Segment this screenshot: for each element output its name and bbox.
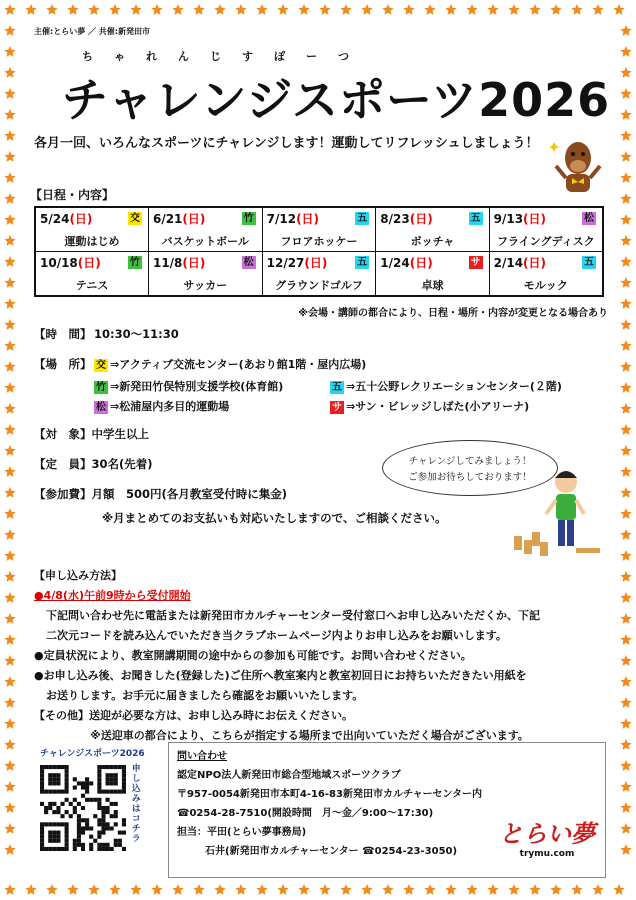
schedule-date: 11/8 xyxy=(152,256,183,270)
star-icon xyxy=(4,403,15,414)
contact-org: 認定NPO法人新発田市総合型地域スポーツクラブ xyxy=(177,770,401,781)
star-icon xyxy=(4,781,15,792)
star-icon xyxy=(4,382,15,393)
star-icon xyxy=(613,4,624,15)
venue-item xyxy=(94,356,366,372)
star-icon xyxy=(382,4,393,15)
contact-heading: 問い合わせ xyxy=(177,751,227,762)
schedule-date-wrap xyxy=(40,210,92,227)
star-icon xyxy=(529,884,540,895)
schedule-sport: テニス xyxy=(75,279,109,292)
star-icon xyxy=(277,884,288,895)
other-text: ※送迎車の都合により、こちらが指定する場所まで出向いていただく場合がございます。 xyxy=(90,729,529,742)
schedule-cell xyxy=(376,207,489,252)
apply-text: 二次元コードを読み込んでいただき当クラブホームページ内よりお申し込みをお願いします。 xyxy=(46,629,507,642)
capacity-value: 30名(先着) xyxy=(91,457,153,471)
star-icon xyxy=(4,214,15,225)
star-icon xyxy=(130,884,141,895)
star-icon xyxy=(109,884,120,895)
star-icon xyxy=(193,4,204,15)
star-icon xyxy=(466,4,477,15)
star-icon xyxy=(4,697,15,708)
star-icon xyxy=(235,4,246,15)
star-icon xyxy=(340,884,351,895)
venue-text: ⇒新発田竹俣特別支援学校(体育館) xyxy=(110,380,284,393)
star-icon xyxy=(4,718,15,729)
star-icon xyxy=(620,67,631,78)
star-icon xyxy=(4,529,15,540)
star-icon xyxy=(25,884,36,895)
star-icon xyxy=(4,655,15,666)
venue-text: ⇒アクティブ交流センター(あおり館1階・屋内広場) xyxy=(110,358,367,371)
venue-tag: 五 xyxy=(332,382,342,393)
schedule-sport: サッカー xyxy=(183,279,228,292)
schedule-day: (日) xyxy=(182,256,206,270)
star-icon xyxy=(620,25,631,36)
star-icon xyxy=(214,884,225,895)
apply-text: ●定員状況により、教室開講期間の途中からの参加も可能です。お問い合わせください。 xyxy=(34,649,472,662)
star-icon xyxy=(151,884,162,895)
star-icon xyxy=(4,340,15,351)
star-icon xyxy=(4,67,15,78)
star-icon xyxy=(445,884,456,895)
star-icon xyxy=(340,4,351,15)
fee-label: 【参加費】 xyxy=(34,487,92,501)
page-title: チャレンジスポーツ2026 xyxy=(62,73,611,127)
star-icon xyxy=(193,884,204,895)
star-icon xyxy=(620,88,631,99)
star-icon xyxy=(4,844,15,855)
logo-url[interactable]: trymu.com xyxy=(519,849,575,859)
schedule-sport: フロアホッケー xyxy=(280,235,358,248)
star-icon xyxy=(361,884,372,895)
qr-section xyxy=(40,746,152,876)
schedule-sport: 卓球 xyxy=(421,279,444,292)
contact-staff: 担当：平田(とらい夢事務局) xyxy=(177,827,307,838)
star-icon xyxy=(4,466,15,477)
star-icon xyxy=(4,109,15,120)
schedule-cell xyxy=(489,207,603,252)
venue-text: ⇒松浦屋内多目的運動場 xyxy=(110,400,230,413)
star-icon xyxy=(4,298,15,309)
star-icon xyxy=(592,4,603,15)
schedule-venue-tag: サ xyxy=(470,257,481,268)
star-icon xyxy=(67,4,78,15)
apply-label: 【申し込み方法】 xyxy=(34,569,122,582)
schedule-day: (日) xyxy=(409,212,433,226)
schedule-cell xyxy=(35,207,148,252)
flyer xyxy=(22,22,614,878)
star-icon xyxy=(620,382,631,393)
star-icon xyxy=(382,884,393,895)
star-icon xyxy=(424,4,435,15)
star-icon xyxy=(424,884,435,895)
star-icon xyxy=(361,4,372,15)
logo-text: とらい夢 xyxy=(499,820,595,848)
star-icon xyxy=(487,884,498,895)
schedule-sport: バスケットボール xyxy=(161,235,249,248)
star-icon xyxy=(571,4,582,15)
star-icon xyxy=(550,4,561,15)
horse-mascot-icon xyxy=(550,132,606,202)
bubble-line: チャレンジしてみましょう！ xyxy=(408,456,532,467)
star-icon xyxy=(4,592,15,603)
star-icon xyxy=(4,88,15,99)
star-icon xyxy=(4,445,15,456)
star-icon xyxy=(256,4,267,15)
schedule-date: 2/14 xyxy=(493,256,524,270)
star-icon xyxy=(620,844,631,855)
star-icon xyxy=(620,361,631,372)
star-icon xyxy=(620,193,631,204)
schedule-date: 10/18 xyxy=(40,256,78,270)
schedule-venue-tag: 竹 xyxy=(243,213,254,224)
apply-start-date: ●4/8(水)午前9時から受付開始 xyxy=(34,589,191,602)
schedule-venue-tag: 松 xyxy=(584,213,594,224)
schedule-date-wrap xyxy=(40,254,101,271)
star-icon xyxy=(620,760,631,771)
qr-code[interactable] xyxy=(40,765,126,851)
schedule-cell xyxy=(35,252,148,297)
qr-title: チャレンジスポーツ2026 xyxy=(40,749,145,759)
venue-text: ⇒五十公野レクリエーションセンター(２階) xyxy=(346,380,562,393)
target-row xyxy=(34,426,149,442)
schedule-date-wrap xyxy=(267,254,328,271)
star-icon xyxy=(529,4,540,15)
venue-item xyxy=(94,398,229,414)
star-icon xyxy=(4,256,15,267)
capacity-row xyxy=(34,456,153,472)
star-icon xyxy=(620,403,631,414)
schedule-day: (日) xyxy=(69,212,93,226)
star-icon xyxy=(403,884,414,895)
star-icon xyxy=(4,739,15,750)
schedule-date: 12/27 xyxy=(266,256,305,270)
schedule-venue-tag: 竹 xyxy=(129,257,140,268)
star-icon xyxy=(620,655,631,666)
star-icon xyxy=(4,25,15,36)
contact-tel[interactable]: ☎0254-28-7510(開設時間 月～金／9:00～17:30) xyxy=(177,808,434,819)
star-icon xyxy=(613,884,624,895)
venue-tag: サ xyxy=(332,402,342,413)
star-icon xyxy=(4,361,15,372)
schedule-date-wrap xyxy=(494,254,546,271)
schedule-cell xyxy=(148,252,262,297)
star-icon xyxy=(4,613,15,624)
star-icon xyxy=(88,884,99,895)
star-icon xyxy=(172,884,183,895)
star-icon xyxy=(445,4,456,15)
star-icon xyxy=(620,235,631,246)
intro-text: 各月一回、いろんなスポーツにチャレンジします！運動してリフレッシュしましょう！ xyxy=(34,136,539,151)
schedule-day: (日) xyxy=(409,256,433,270)
star-icon xyxy=(4,46,15,57)
schedule-day: (日) xyxy=(182,212,206,226)
schedule-venue-tag: 五 xyxy=(357,257,368,268)
star-icon xyxy=(298,4,309,15)
star-icon xyxy=(4,802,15,813)
venue-item xyxy=(330,398,529,414)
star-icon xyxy=(620,781,631,792)
schedule-date: 5/24 xyxy=(40,212,70,226)
schedule-venue-tag: 五 xyxy=(584,257,594,268)
time-value: 10:30～11:30 xyxy=(94,327,179,341)
star-icon xyxy=(620,214,631,225)
star-icon xyxy=(620,46,631,57)
star-icon xyxy=(67,884,78,895)
logo xyxy=(492,814,602,874)
other-label: 【その他】 xyxy=(34,709,89,722)
star-icon xyxy=(508,884,519,895)
star-icon xyxy=(620,592,631,603)
star-icon xyxy=(620,508,631,519)
target-value: 中学生以上 xyxy=(91,427,149,441)
schedule-day: (日) xyxy=(523,256,547,270)
star-icon xyxy=(4,571,15,582)
star-icon xyxy=(592,884,603,895)
schedule-sport: フライングディスク xyxy=(497,235,595,248)
star-icon xyxy=(25,4,36,15)
venue-text: ⇒サン・ビレッジしばた(小アリーナ) xyxy=(346,400,530,413)
schedule-date-wrap xyxy=(267,210,319,227)
schedule-date: 6/21 xyxy=(152,212,183,226)
schedule-day: (日) xyxy=(304,256,328,270)
star-icon xyxy=(620,823,631,834)
star-icon xyxy=(620,256,631,267)
star-icon xyxy=(4,823,15,834)
star-icon xyxy=(4,151,15,162)
star-icon xyxy=(214,4,225,15)
venue-tag: 交 xyxy=(96,360,106,371)
star-icon xyxy=(620,298,631,309)
contact-staff: 石井(新発田市カルチャーセンター ☎0254-23-3050) xyxy=(205,846,458,857)
schedule-note: ※会場・講師の都合により、日程・場所・内容が変更となる場合あり xyxy=(298,308,608,319)
venue-item xyxy=(330,378,562,394)
capacity-label: 【定 員】 xyxy=(34,457,92,471)
star-icon xyxy=(151,4,162,15)
apply-text: ●お申し込み後、お聞きした(登録した)ご住所へ教室案内と教室初回日にお持ちいただきたい用紙を xyxy=(34,669,527,682)
star-icon xyxy=(508,4,519,15)
schedule-row xyxy=(35,207,603,252)
star-icon xyxy=(4,319,15,330)
schedule-venue-tag: 交 xyxy=(129,213,140,224)
schedule-cell xyxy=(148,207,262,252)
schedule-sport: モルック xyxy=(523,279,568,292)
title-ruby: ちゃれんじすぽーつ xyxy=(82,50,370,63)
star-icon xyxy=(4,760,15,771)
star-icon xyxy=(620,151,631,162)
star-icon xyxy=(4,172,15,183)
star-icon xyxy=(550,884,561,895)
star-icon xyxy=(620,739,631,750)
star-icon xyxy=(88,4,99,15)
place-label: 【場 所】 xyxy=(34,357,92,371)
star-icon xyxy=(4,634,15,645)
star-icon xyxy=(4,424,15,435)
schedule-venue-tag: 五 xyxy=(357,213,368,224)
apply-text: お送りします。お手元に届きましたら確認をお願いいたします。 xyxy=(46,689,364,702)
schedule-day: (日) xyxy=(77,256,101,270)
star-icon xyxy=(620,466,631,477)
place-row xyxy=(34,356,94,372)
star-icon xyxy=(46,4,57,15)
star-icon xyxy=(620,718,631,729)
schedule-date: 1/24 xyxy=(380,256,410,270)
star-icon xyxy=(4,884,15,895)
star-icon xyxy=(620,319,631,330)
target-label: 【対 象】 xyxy=(34,427,92,441)
star-icon xyxy=(620,424,631,435)
schedule-cell xyxy=(489,252,603,297)
star-icon xyxy=(109,4,120,15)
schedule-date-wrap xyxy=(494,210,546,227)
star-icon xyxy=(620,340,631,351)
fee-value: 月額 500円(各月教室受付時に集金) xyxy=(91,487,288,501)
schedule-sport: ボッチャ xyxy=(410,235,455,248)
time-label: 【時 間】 xyxy=(34,327,92,341)
star-icon xyxy=(172,4,183,15)
organizer-line: 主催:とらい夢 ／ 共催:新発田市 xyxy=(34,27,150,36)
schedule-cell xyxy=(376,252,489,297)
schedule-date: 7/12 xyxy=(266,212,297,226)
star-icon xyxy=(46,884,57,895)
time-row xyxy=(34,326,179,342)
star-icon xyxy=(620,613,631,624)
star-icon xyxy=(620,130,631,141)
fee-note: ※月まとめてのお支払いも対応いたしますので、ご相談ください。 xyxy=(102,511,447,525)
star-icon xyxy=(620,676,631,687)
schedule-row xyxy=(35,252,603,297)
star-icon xyxy=(620,172,631,183)
star-icon xyxy=(235,884,246,895)
star-icon xyxy=(620,277,631,288)
star-icon xyxy=(298,884,309,895)
schedule-day: (日) xyxy=(296,212,320,226)
star-icon xyxy=(403,4,414,15)
schedule-date: 9/13 xyxy=(493,212,524,226)
star-icon xyxy=(620,109,631,120)
star-icon xyxy=(4,193,15,204)
schedule-sport: 運動はじめ xyxy=(64,235,120,248)
bubble-line: ご参加お待ちしております！ xyxy=(408,472,532,483)
star-icon xyxy=(620,487,631,498)
star-icon xyxy=(4,4,15,15)
star-icon xyxy=(4,550,15,561)
schedule-venue-tag: 松 xyxy=(243,257,254,268)
star-icon xyxy=(256,884,267,895)
schedule-date-wrap xyxy=(153,210,205,227)
star-icon xyxy=(319,884,330,895)
venue-item xyxy=(94,378,283,394)
star-icon xyxy=(4,676,15,687)
star-icon xyxy=(620,571,631,582)
star-icon xyxy=(487,4,498,15)
star-icon xyxy=(4,130,15,141)
other-text: 送迎が必要な方は、お申し込み時にお伝えください。 xyxy=(89,709,353,722)
star-icon xyxy=(277,4,288,15)
star-icon xyxy=(4,487,15,498)
schedule-date-wrap xyxy=(380,254,432,271)
star-icon xyxy=(620,634,631,645)
apply-text: 下記問い合わせ先に電話または新発田市カルチャーセンター受付窓口へお申し込みいただくか、下記 xyxy=(46,609,541,622)
schedule-date-wrap xyxy=(153,254,205,271)
star-icon xyxy=(620,550,631,561)
boy-illustration-icon xyxy=(506,462,606,562)
fee-row xyxy=(34,486,287,502)
schedule-venue-tag: 五 xyxy=(470,213,481,224)
qr-side-text: 申し込みはコチラ xyxy=(132,764,141,844)
schedule-table xyxy=(34,206,604,297)
schedule-cell xyxy=(262,207,376,252)
apply-section xyxy=(34,566,600,746)
schedule-date: 8/23 xyxy=(380,212,410,226)
star-icon xyxy=(4,277,15,288)
schedule-sport: グラウンドゴルフ xyxy=(275,279,363,292)
star-icon xyxy=(319,4,330,15)
schedule-cell xyxy=(262,252,376,297)
schedule-day: (日) xyxy=(523,212,547,226)
star-icon xyxy=(620,802,631,813)
star-icon xyxy=(620,529,631,540)
venue-tag: 松 xyxy=(96,402,106,413)
star-icon xyxy=(4,235,15,246)
star-icon xyxy=(4,508,15,519)
star-icon xyxy=(466,884,477,895)
venue-tag: 竹 xyxy=(96,382,106,393)
star-icon xyxy=(571,884,582,895)
star-icon xyxy=(620,697,631,708)
schedule-date-wrap xyxy=(380,210,432,227)
schedule-label: 【日程・内容】 xyxy=(30,188,115,202)
star-icon xyxy=(620,445,631,456)
star-icon xyxy=(130,4,141,15)
contact-address: 〒957-0054新発田市本町4-16-83新発田市カルチャーセンター内 xyxy=(177,789,483,800)
